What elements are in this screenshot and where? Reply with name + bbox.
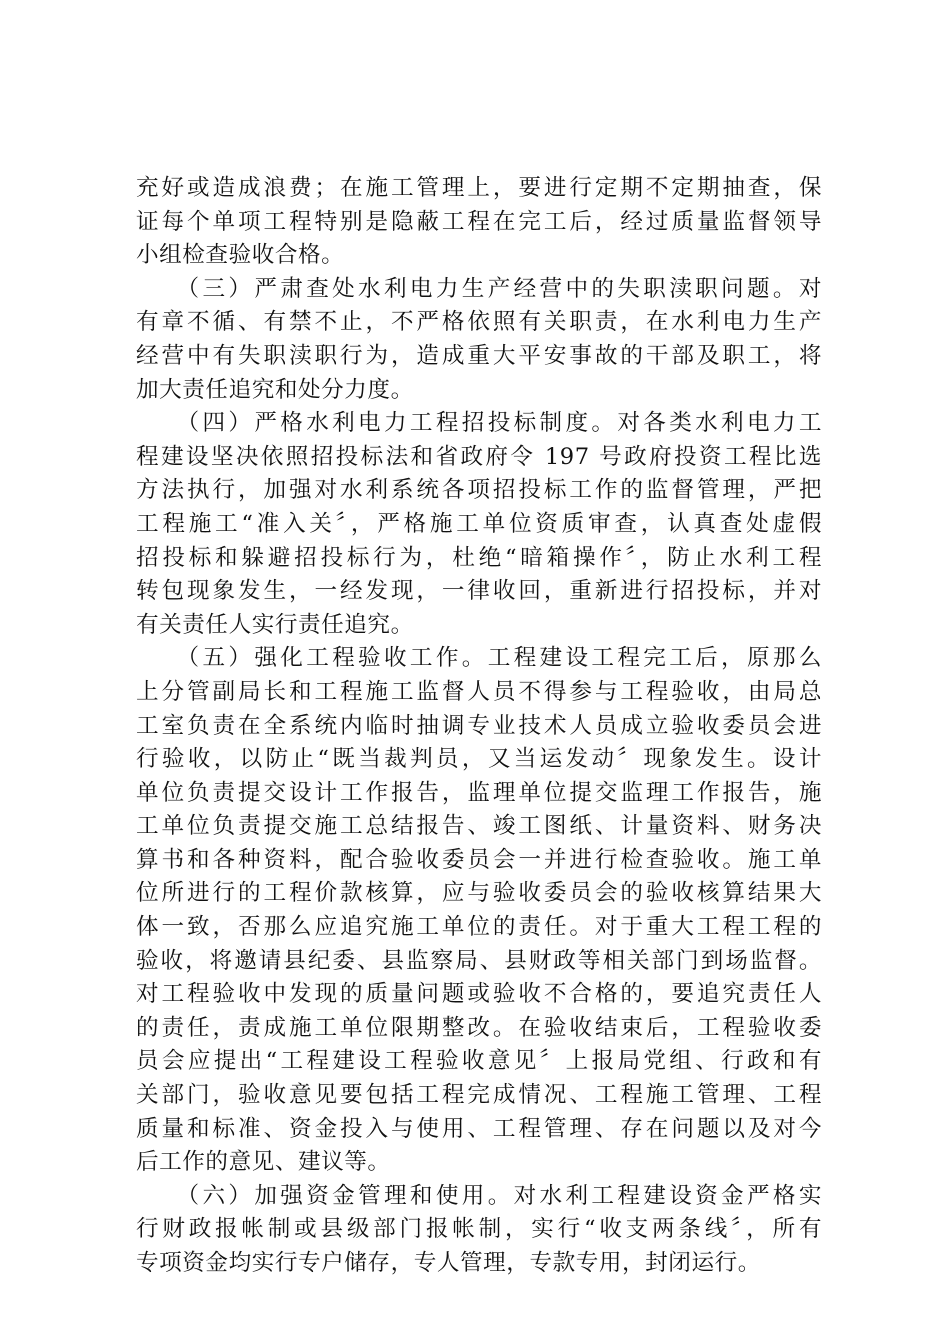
text-line: 质量和标准、资金投入与使用、工程管理、存在问题以及对今 — [136, 1115, 822, 1142]
text-line: 证每个单项工程特别是隐蔽工程在完工后，经过质量监督领导 — [136, 208, 822, 235]
text-line: 算书和各种资料，配合验收委员会一并进行检查验收。施工单 — [136, 846, 822, 873]
text-line: 对工程验收中发现的质量问题或验收不合格的，要追究责任人 — [136, 981, 822, 1008]
text-line: 方法执行，加强对水利系统各项招投标工作的监督管理，严把 — [136, 477, 822, 504]
text-line: 经营中有失职渎职行为，造成重大平安事故的干部及职工，将 — [136, 342, 822, 369]
text-line: 的责任，责成施工单位限期整改。在验收结束后，工程验收委 — [136, 1014, 822, 1041]
text-line: 工室负责在全系统内临时抽调专业技术人员成立验收委员会进 — [136, 712, 822, 739]
text-line: （六）加强资金管理和使用。对水利工程建设资金严格实 — [136, 1182, 822, 1209]
text-line: 体一致，否那么应追究施工单位的责任。对于重大工程工程的 — [136, 914, 822, 941]
text-line: 后工作的意见、建议等。 — [136, 1149, 391, 1176]
text-line: 转包现象发生，一经发现，一律收回，重新进行招投标，并对 — [136, 578, 822, 605]
text-line: 关部门，验收意见要包括工程完成情况、工程施工管理、工程 — [136, 1082, 822, 1109]
text-line: 加大责任追究和处分力度。 — [136, 376, 414, 403]
text-line: 工单位负责提交施工总结报告、竣工图纸、计量资料、财务决 — [136, 813, 822, 840]
text-line: 有章不循、有禁不止，不严格依照有关职责，在水利电力生产 — [136, 309, 822, 336]
text-line: 位所进行的工程价款核算，应与验收委员会的验收核算结果大 — [136, 880, 822, 907]
text-line: 行验收，以防止“既当裁判员，又当运发动〞现象发生。设计 — [136, 746, 822, 773]
paragraph-p-3 — [136, 273, 822, 407]
text-line: 专项资金均实行专户储存，专人管理，专款专用，封闭运行。 — [136, 1250, 761, 1276]
text-line: 行财政报帐制或县级部门报帐制，实行“收支两条线〞，所有 — [136, 1216, 822, 1243]
text-line: 验收，将邀请县纪委、县监察局、县财政等相关部门到场监督。 — [136, 947, 822, 974]
text-line: 有关责任人实行责任追究。 — [136, 611, 414, 638]
paragraph-p-cont — [136, 172, 822, 273]
text-line: （三）严肃查处水利电力生产经营中的失职渎职问题。对 — [136, 275, 822, 302]
text-line: 小组检查验收合格。 — [136, 242, 345, 269]
text-line: 招投标和躲避招投标行为，杜绝“暗箱操作〞，防止水利工程 — [136, 544, 822, 571]
paragraph-p-4 — [136, 407, 822, 642]
paragraph-p-6 — [136, 1180, 822, 1281]
paragraph-p-5 — [136, 642, 822, 1180]
text-line: 工程施工“准入关〞，严格施工单位资质审查，认真查处虚假 — [136, 510, 822, 537]
text-line: （五）强化工程验收工作。工程建设工程完工后，原那么 — [136, 645, 822, 672]
text-line: 员会应提出“工程建设工程验收意见〞上报局党组、行政和有 — [136, 1048, 822, 1075]
text-line: 单位负责提交设计工作报告，监理单位提交监理工作报告，施 — [136, 779, 822, 806]
document-body — [136, 172, 822, 1281]
text-line: （四）严格水利电力工程招投标制度。对各类水利电力工 — [136, 410, 822, 437]
text-line: 程建设坚决依照招投标法和省政府令 197 号政府投资工程比选 — [136, 443, 822, 470]
text-line: 上分管副局长和工程施工监督人员不得参与工程验收，由局总 — [136, 678, 822, 705]
text-line: 充好或造成浪费；在施工管理上，要进行定期不定期抽查，保 — [136, 175, 822, 201]
